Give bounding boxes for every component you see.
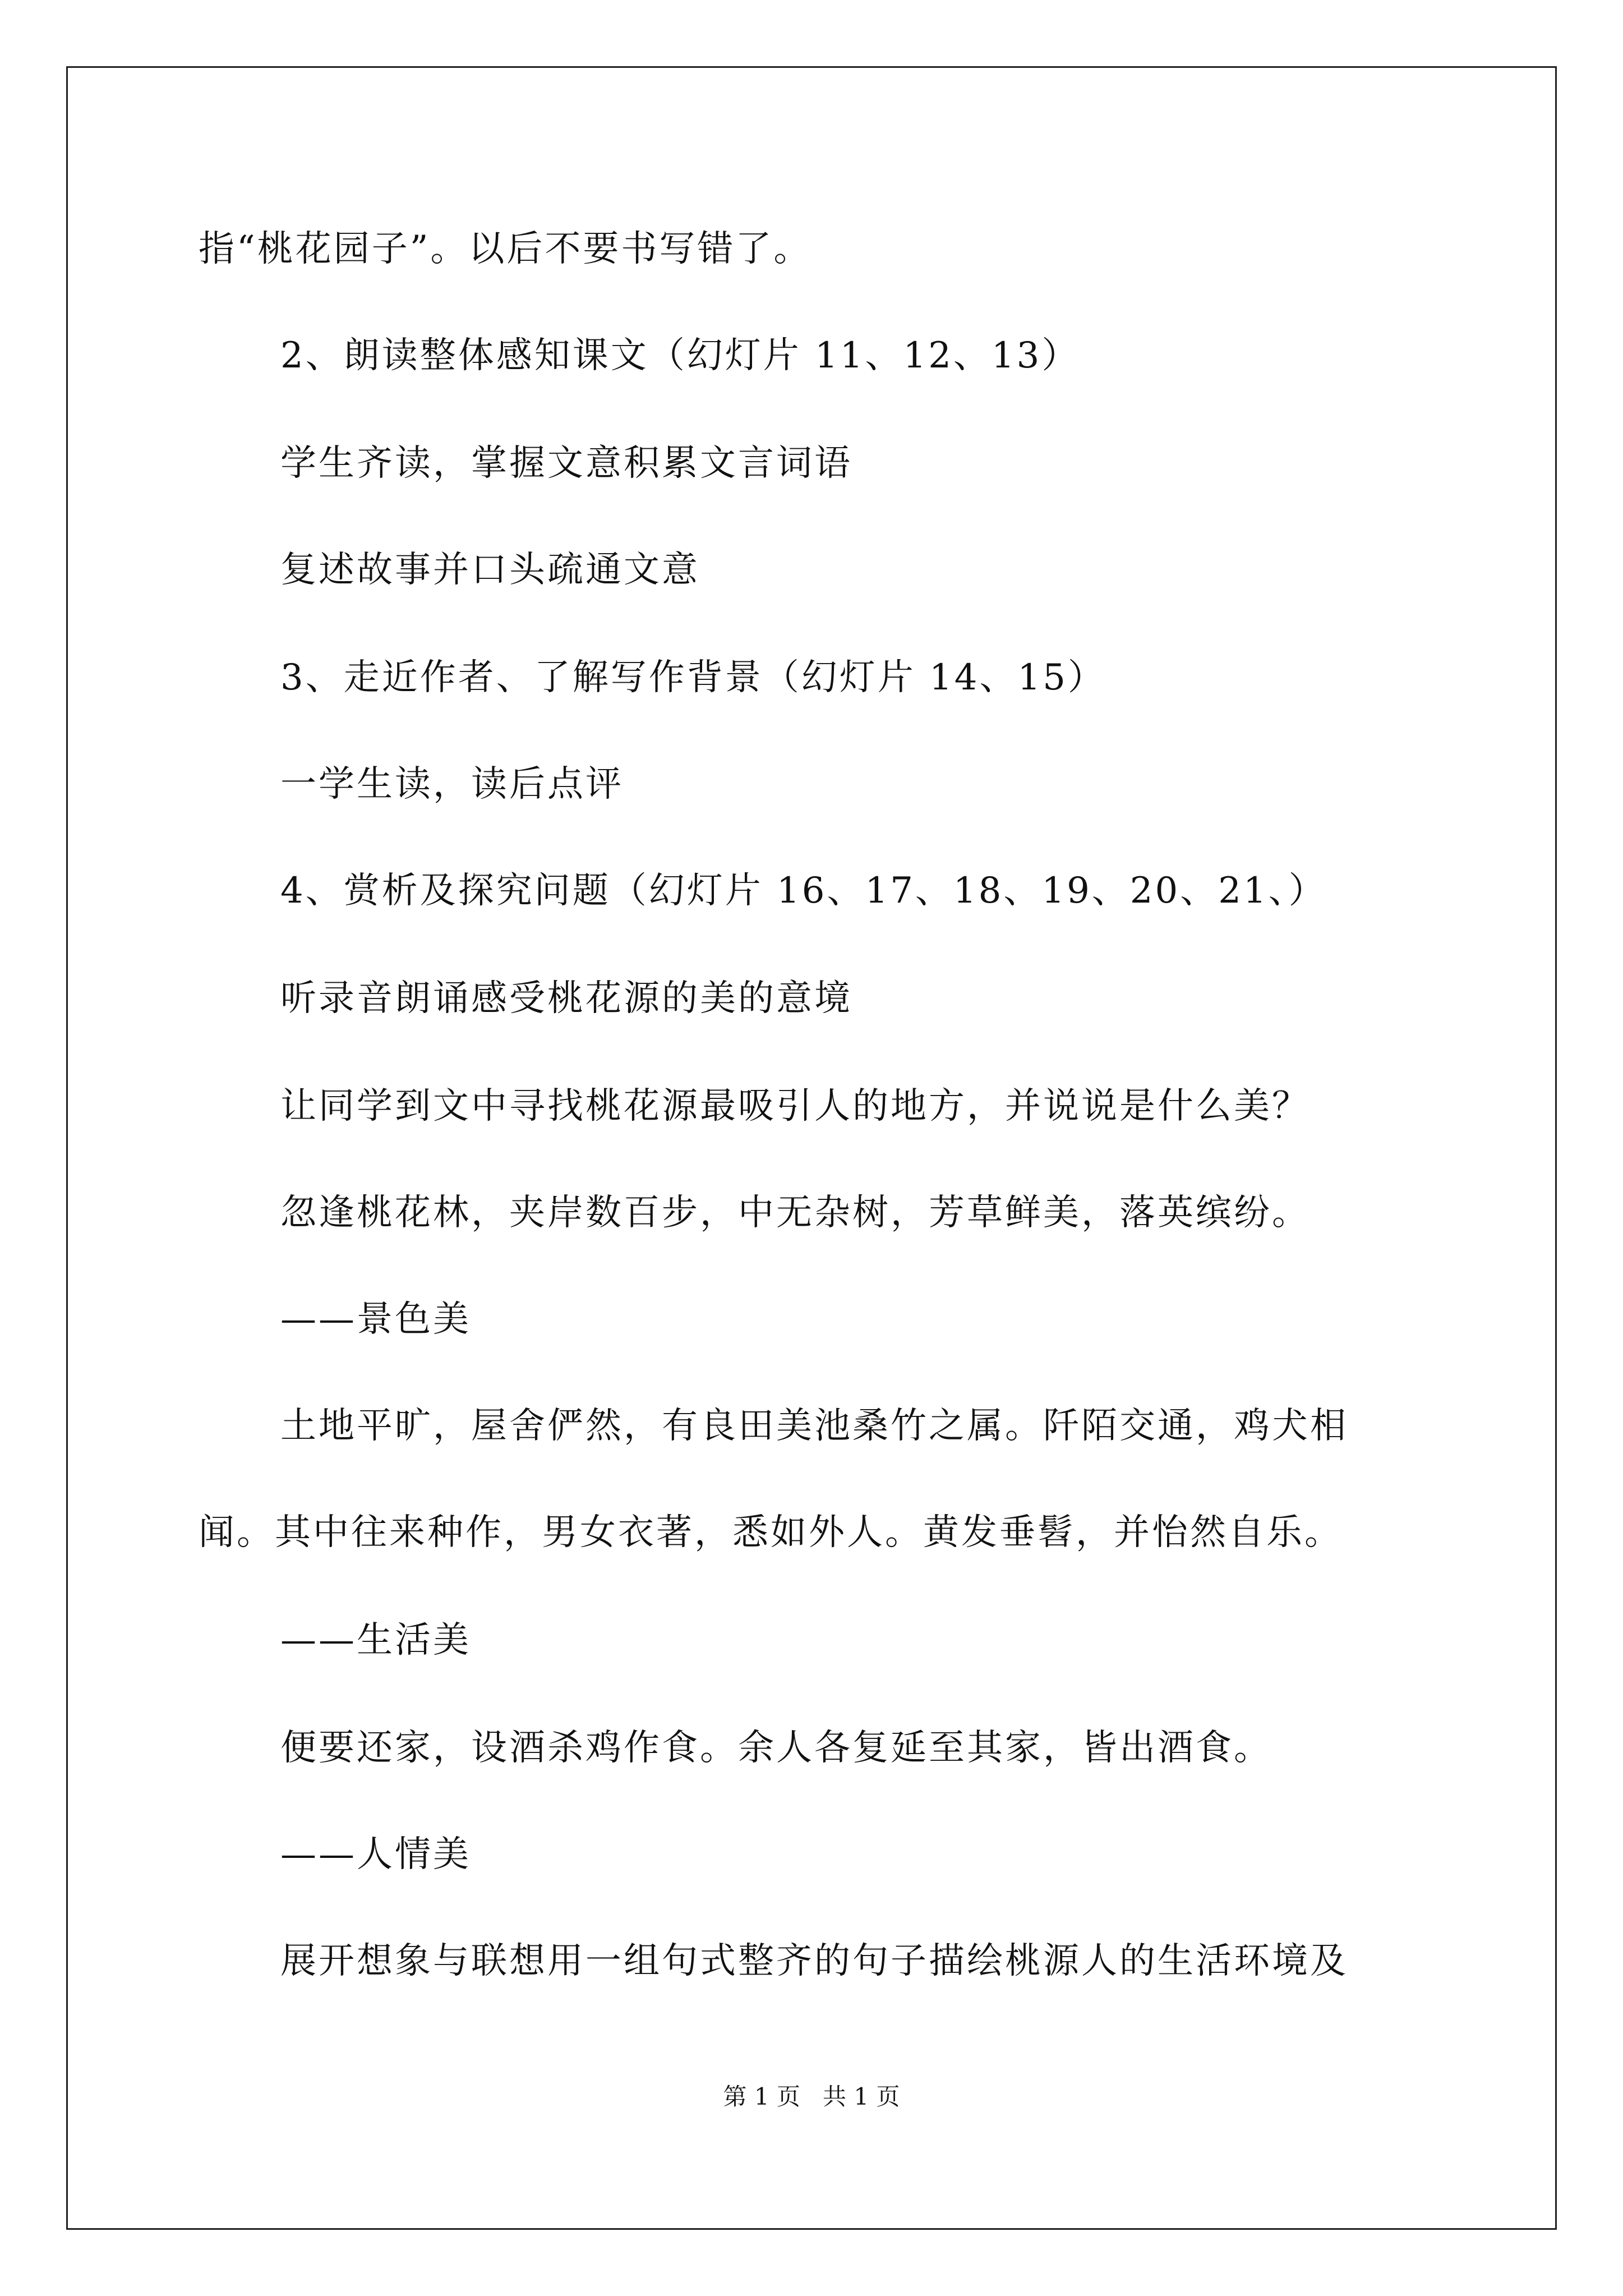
text-line-9: 让同学到文中寻找桃花源最吸引人的地方，并说说是什么美？ — [280, 1085, 1310, 1127]
text-line-17: 展开想象与联想用一组句式整齐的句子描绘桃源人的生活环境及 — [280, 1940, 1348, 1982]
text-line-14: ——生活美 — [280, 1619, 471, 1661]
text-line-11: ——景色美 — [280, 1299, 471, 1340]
text-line-13: 闻。其中往来种作，男女衣著，悉如外人。黄发垂髫，并怡然自乐。 — [199, 1512, 1343, 1553]
text-line-1: 指“桃花园子”。以后不要书写错了。 — [199, 228, 812, 270]
text-line-7: 4、赏析及探究问题（幻灯片 16、17、18、19、20、21、） — [280, 870, 1327, 912]
text-line-2: 2、朗读整体感知课文（幻灯片 11、12、13） — [280, 335, 1080, 376]
text-line-5: 3、走近作者、了解写作背景（幻灯片 14、15） — [280, 657, 1106, 698]
text-line-3: 学生齐读，掌握文意积累文言词语 — [280, 443, 852, 484]
text-line-10: 忽逢桃花林，夹岸数百步，中无杂树，芳草鲜美，落英缤纷。 — [280, 1192, 1310, 1234]
text-line-16: ——人情美 — [280, 1834, 471, 1875]
text-line-15: 便要还家，设酒杀鸡作食。余人各复延至其家，皆出酒食。 — [280, 1727, 1272, 1769]
text-line-4: 复述故事并口头疏通文意 — [280, 549, 700, 591]
text-line-12: 土地平旷，屋舍俨然，有良田美池桑竹之属。阡陌交通，鸡犬相 — [280, 1405, 1348, 1447]
page-footer: 第 1 页 共 1 页 — [723, 2083, 900, 2110]
text-line-6: 一学生读，读后点评 — [280, 763, 624, 805]
text-line-8: 听录音朗诵感受桃花源的美的意境 — [280, 978, 852, 1019]
